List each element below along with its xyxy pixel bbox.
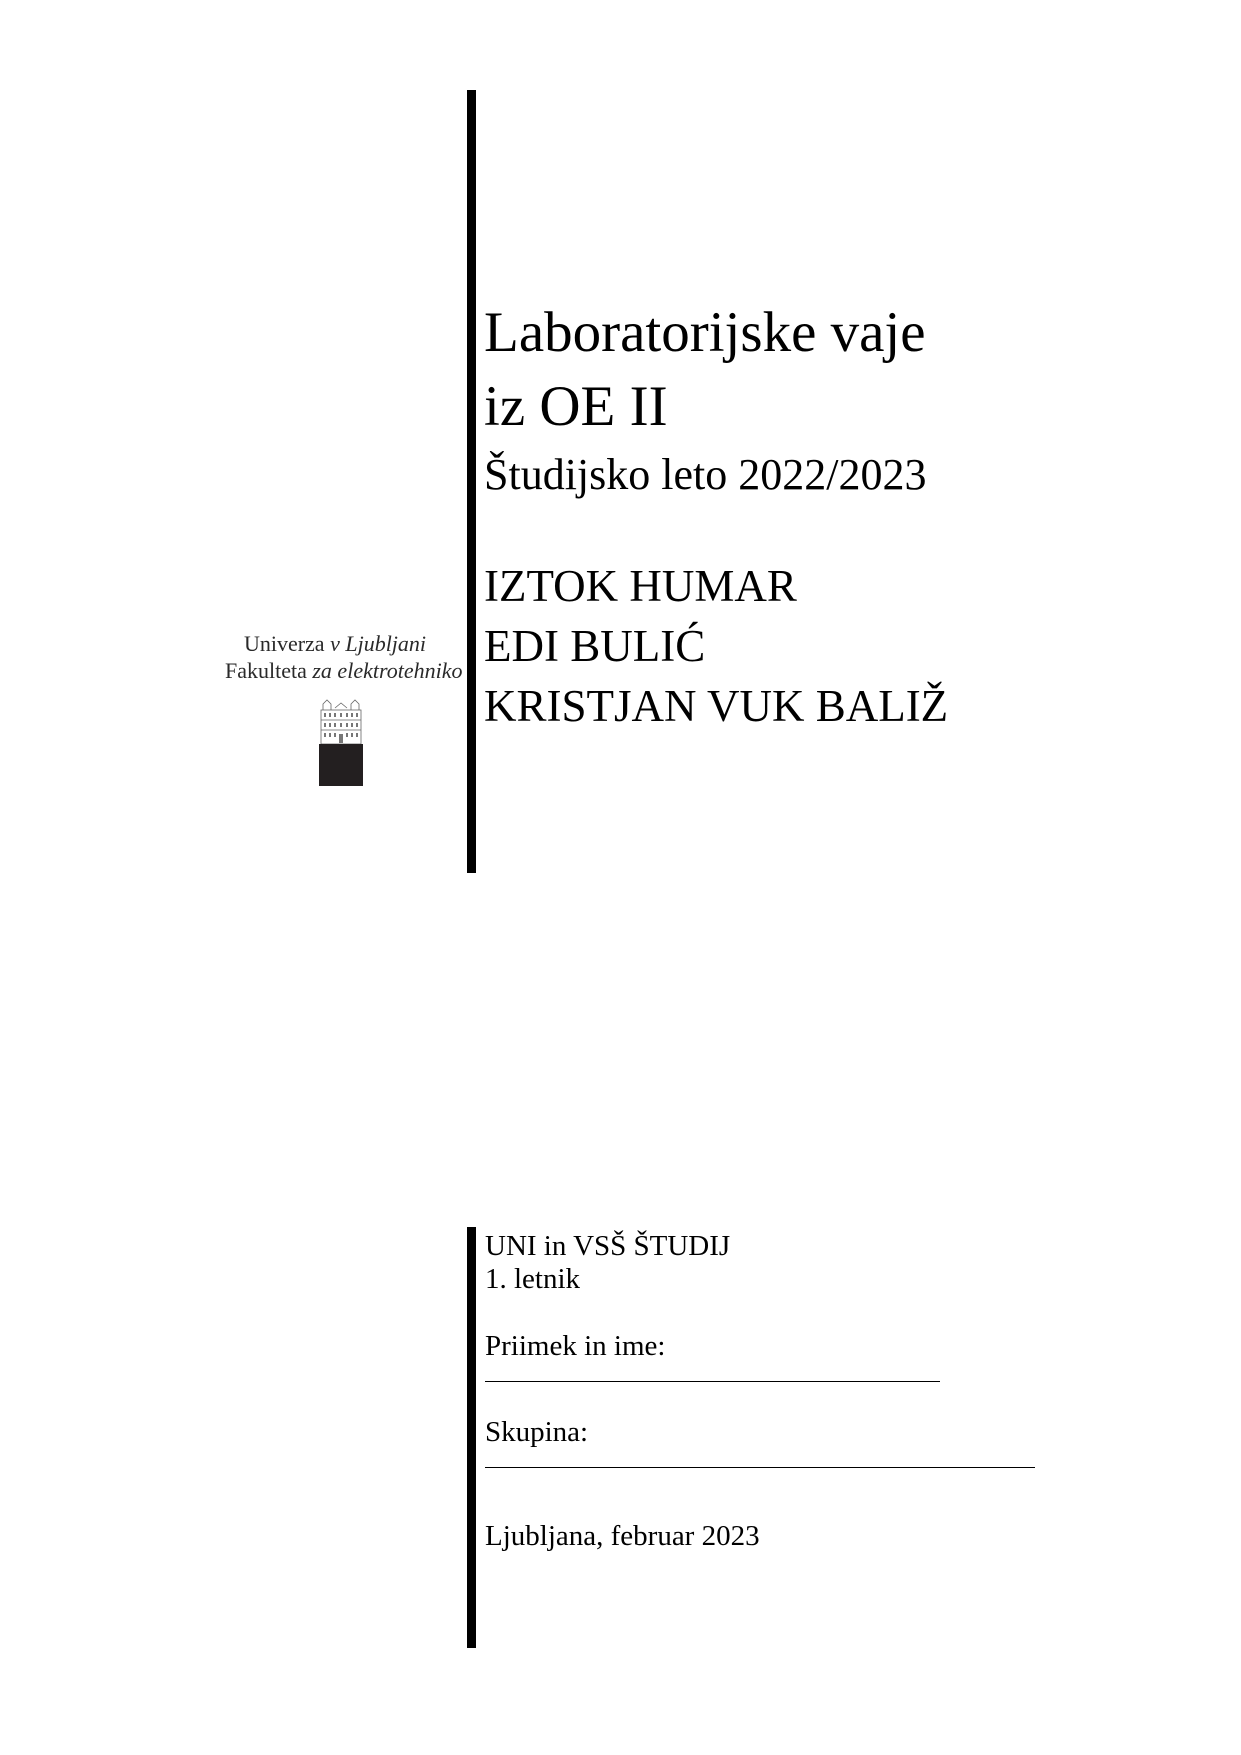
name-label: Priimek in ime: [485,1330,666,1362]
vertical-rule-top [467,90,476,873]
study-program: UNI in VSŠ ŠTUDIJ [485,1230,731,1262]
author-name: KRISTJAN VUK BALIŽ [484,681,949,731]
faculty-building-icon [319,698,363,786]
student-info-block [485,1230,1035,1553]
logo-university-line: Univerza v Ljubljani [243,631,427,656]
group-label: Skupina: [485,1416,589,1448]
university-logo [225,630,463,684]
study-year: 1. letnik [485,1263,581,1295]
name-blank-line[interactable] [485,1363,940,1382]
author-name: EDI BULIĆ [484,621,706,671]
document-title-line-1: Laboratorijske vaje [484,301,926,364]
logo-faculty-line: Fakulteta za elektrotehniko [225,658,463,683]
place-and-date: Ljubljana, februar 2023 [485,1520,760,1552]
vertical-rule-bottom [467,1227,476,1648]
author-name: IZTOK HUMAR [484,561,797,611]
author-list [484,556,948,736]
document-title-line-2: iz OE II [484,375,668,438]
group-blank-line[interactable] [485,1449,1035,1468]
title-block [484,296,948,736]
academic-year: Študijsko leto 2022/2023 [484,450,927,499]
